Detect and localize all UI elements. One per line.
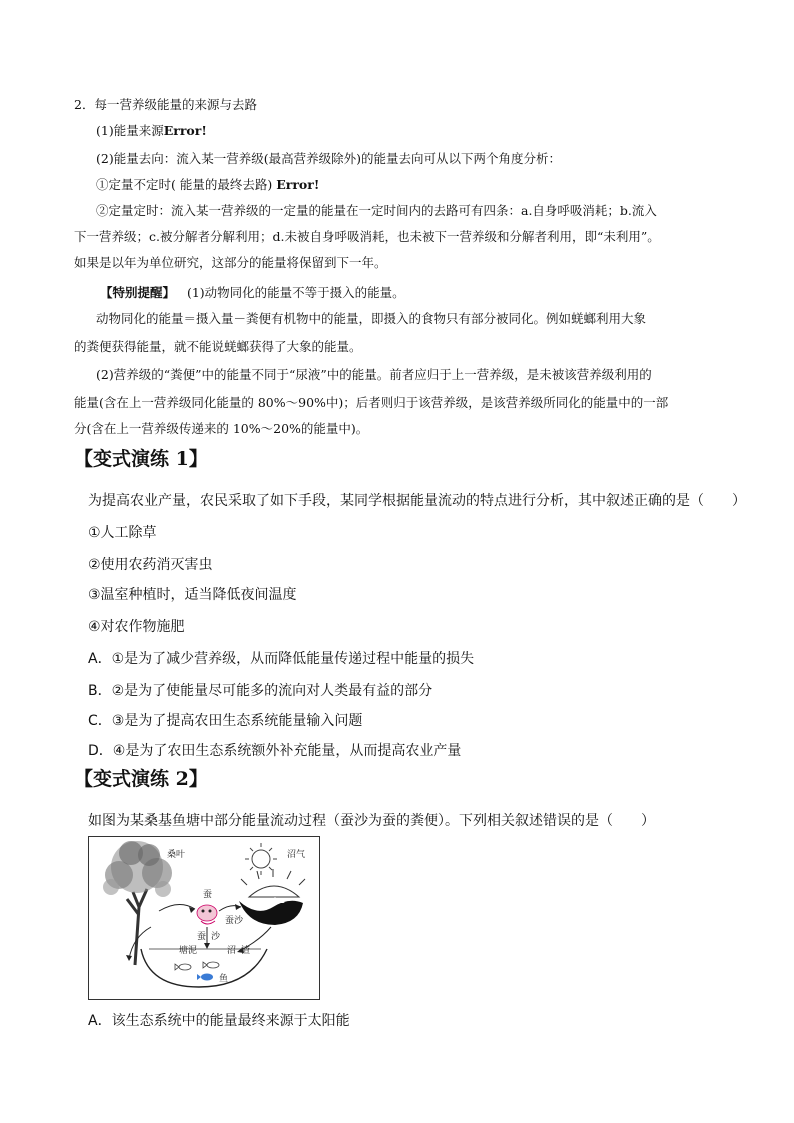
tip1-line-2: 的粪便获得能量，就不能说蜣螂获得了大象的能量。 bbox=[74, 339, 362, 354]
tip2-line-1: (2)营养级的“粪便”中的能量不同于“尿液”中的能量。前者应归于上一营养级，是未被该营养级利用的 bbox=[96, 367, 652, 382]
exercise-1-item: ④对农作物施肥 bbox=[88, 619, 185, 635]
exercise-2-heading: 【变式演练 2】 bbox=[74, 768, 208, 790]
label-biogas-residue-2: 渣 bbox=[241, 946, 251, 956]
exercise-1-option-b: B．②是为了使能量尽可能多的流向对人类最有益的部分 bbox=[88, 683, 433, 699]
energy-flow-diagram bbox=[89, 837, 319, 999]
special-tip-label: 【特别提醒】 bbox=[100, 285, 176, 300]
arrow-mud-to-tree bbox=[129, 927, 151, 959]
tip2-line-2: 能量(含在上一营养级同化能量的 80%～90%中)；后者则归于该营养级，是该营养级所同化的能量中的一部 bbox=[74, 395, 669, 410]
exercise-1-item: ①人工除草 bbox=[88, 525, 157, 541]
silkworm-icon bbox=[197, 905, 217, 924]
exercise-1-option-c: C．③是为了提高农田生态系统能量输入问题 bbox=[88, 713, 363, 729]
label-silkworm-feces: 蚕沙 bbox=[225, 916, 244, 926]
definite-time-line-3: 如果是以年为单位研究，这部分的能量将保留到下一年。 bbox=[74, 255, 387, 270]
exercise-1-item: ③温室种植时，适当降低夜间温度 bbox=[88, 587, 297, 603]
exercise-1-item: ②使用农药消灭害虫 bbox=[88, 557, 213, 573]
label-fish: 鱼 bbox=[219, 974, 229, 984]
label-pond-mud: 塘泥 bbox=[179, 946, 198, 956]
error-marker: Error! bbox=[276, 177, 320, 192]
special-tip-line bbox=[100, 280, 405, 306]
mulberry-tree-canopy bbox=[103, 841, 172, 897]
section-title: 2．每一营养级能量的来源与去路 bbox=[74, 97, 257, 112]
label-biogas: 沼气 bbox=[287, 850, 306, 860]
indefinite-time-line bbox=[96, 172, 319, 198]
biogas-digester-icon bbox=[239, 869, 305, 925]
definite-time-line-1: ②定量定时：流入某一营养级的一定量的能量在一定时间内的去路可有四条：a.自身呼吸消耗；b.流入 bbox=[96, 203, 657, 218]
indefinite-time-text: ①定量不定时( 能量的最终去路) bbox=[96, 177, 273, 192]
tip2-line-3: 分(含在上一营养级传递来的 10%～20%的能量中)。 bbox=[74, 421, 369, 436]
special-tip-1: (1)动物同化的能量不等于摄入的能量。 bbox=[186, 285, 405, 300]
exercise-2-question: 如图为某桑基鱼塘中部分能量流动过程（蚕沙为蚕的粪便）。下列相关叙述错误的是（ ） bbox=[88, 813, 655, 829]
energy-source-line bbox=[96, 118, 207, 144]
exercise-1-option-d: D．④是为了农田生态系统额外补充能量，从而提高农业产量 bbox=[88, 743, 462, 759]
energy-flow-figure bbox=[88, 836, 320, 1000]
label-silkworm-feces-vertical-2: 沙 bbox=[211, 932, 221, 942]
exercise-1-question: 为提高农业产量，农民采取了如下手段，某同学根据能量流动的特点进行分析，其中叙述正确的是（ ） bbox=[88, 493, 746, 509]
exercise-1-heading: 【变式演练 1】 bbox=[74, 448, 208, 470]
label-silkworm-feces-vertical-1: 蚕 bbox=[197, 932, 207, 942]
error-marker: Error! bbox=[163, 123, 207, 138]
label-silkworm: 蚕 bbox=[203, 890, 213, 900]
tip1-line-1: 动物同化的能量＝摄入量－粪便有机物中的能量，即摄入的食物只有部分被同化。例如蜣螂利用大象 bbox=[96, 311, 647, 326]
exercise-1-option-a: A．①是为了减少营养级，从而降低能量传递过程中能量的损失 bbox=[88, 651, 475, 667]
label-biogas-residue-1: 沼 bbox=[227, 946, 237, 956]
definite-time-line-2: 下一营养级；c.被分解者分解利用；d.未被自身呼吸消耗，也未被下一营养级和分解者利用，即“未利用”。 bbox=[74, 229, 660, 244]
energy-source-text: (1)能量来源 bbox=[96, 123, 164, 138]
sun-icon bbox=[245, 843, 277, 875]
label-mulberry: 桑叶 bbox=[167, 850, 186, 860]
exercise-2-option-a: A．该生态系统中的能量最终来源于太阳能 bbox=[88, 1013, 350, 1029]
energy-destination-intro: (2)能量去向：流入某一营养级(最高营养级除外)的能量去向可从以下两个角度分析： bbox=[96, 151, 561, 166]
fish-icon bbox=[175, 962, 219, 981]
